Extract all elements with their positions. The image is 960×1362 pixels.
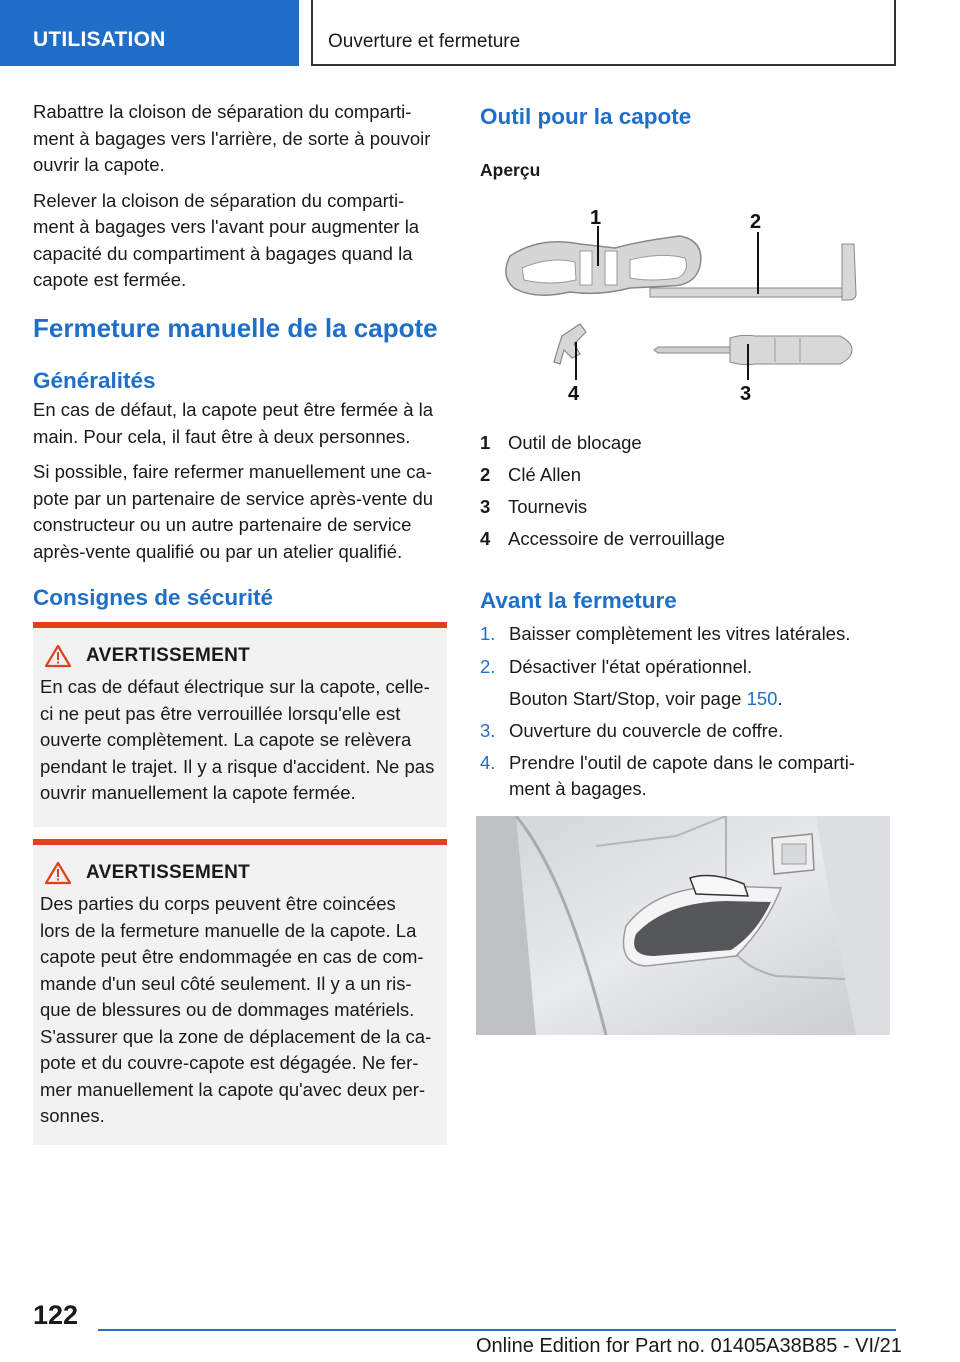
section-label: UTILISATION (33, 28, 166, 51)
legend-item (480, 464, 581, 486)
legend-text: Tournevis (508, 496, 588, 517)
legend-item (480, 496, 587, 518)
text-line: constructeur ou un autre partenaire de service (33, 514, 412, 535)
warning-box-pinching (33, 839, 447, 1145)
text-line: lors de la fermeture manuelle de la capote. La (40, 919, 417, 941)
legend-item (480, 528, 725, 550)
left-column (33, 99, 453, 303)
footer-rule (98, 1329, 896, 1331)
text-line: ment à bagages vers l'arrière, de sorte à pouvoir (33, 127, 431, 149)
tool-illustration (480, 196, 890, 410)
step-text: Baisser complètement les vitres latérales. (509, 623, 851, 644)
legend-text: Clé Allen (508, 464, 582, 485)
text-line: ouverte complètement. La capote se relèvera (40, 729, 412, 750)
text-line: Des parties du corps peuvent être coincées (40, 893, 396, 914)
safety-heading-wrap (33, 584, 273, 612)
step-number: 3. (480, 720, 496, 741)
text-line: En cas de défaut électrique sur la capote, celle- (40, 676, 430, 697)
warning-box-electrical (33, 622, 447, 827)
callout-label: 1 (590, 207, 602, 229)
legend-text: Accessoire de verrouillage (508, 528, 725, 549)
warning-text (40, 891, 439, 1130)
callout-label: 4 (568, 383, 580, 405)
paragraph-general (33, 397, 463, 450)
step-text: Prendre l'outil de capote dans le comparti- (509, 752, 855, 773)
text-line: mer manuellement la capote qu'avec deux per- (40, 1078, 426, 1100)
text-line: ouvrir manuellement la capote fermée. (40, 782, 356, 803)
text-line: ci ne peut pas être verrouillée lorsqu'elle est (40, 702, 401, 724)
step-text (509, 686, 783, 713)
section-tab[interactable] (0, 0, 299, 66)
warning-text (40, 674, 439, 807)
heading-tool: Outil pour la capote (480, 104, 692, 129)
warning-triangle-icon (44, 861, 72, 885)
text-line: pendant le trajet. Il y a risque d'accident. Ne pas (40, 755, 435, 777)
chapter-title: Ouverture et fermeture (328, 31, 521, 52)
heading-general: Généralités (33, 368, 156, 393)
text-line: main. Pour cela, il faut être à deux personnes. (33, 425, 411, 447)
page-number: 122 (33, 1300, 79, 1330)
warning-title: AVERTISSEMENT (86, 645, 251, 666)
step-text: ment à bagages. (509, 778, 647, 799)
paragraph-service (33, 459, 463, 565)
text-line: capacité du compartiment à bagages quand la (33, 242, 413, 264)
text-line: S'assurer que la zone de déplacement de la ca- (40, 1025, 432, 1047)
locking-accessory-icon (554, 324, 586, 364)
step-text: Ouverture du couvercle de coffre. (509, 720, 784, 741)
heading-safety: Consignes de sécurité (33, 585, 274, 610)
callout-label: 3 (740, 383, 752, 405)
step-number: 1. (480, 623, 496, 644)
general-section (33, 367, 463, 574)
trunk-compartment-photo (476, 816, 890, 1035)
page-link[interactable]: 150 (746, 688, 778, 709)
manual-close-section (33, 312, 463, 354)
header-border-right (894, 0, 896, 66)
heading-overview: Aperçu (480, 160, 541, 180)
text-line: ouvrir la capote. (33, 154, 165, 175)
warning-title: AVERTISSEMENT (86, 862, 251, 883)
text-line: capote peut être endommagée en cas de com- (40, 946, 424, 967)
text-line: ment à bagages vers l'avant pour augmenter la (33, 216, 420, 237)
warning-triangle-icon (44, 644, 72, 668)
legend-number: 3 (480, 496, 491, 517)
edition-note: Online Edition for Part no. 01405A38B85 - VI/21 (476, 1335, 902, 1357)
header-divider (311, 0, 313, 66)
paragraph-partition-back (33, 99, 453, 179)
screwdriver-icon (654, 335, 852, 364)
text-line: mande d'un seul côté seulement. Il y a un ris- (40, 972, 412, 994)
text-line: pote et du couvre-capote est dégagée. Ne fer- (40, 1052, 419, 1073)
text-line: Relever la cloison de séparation du comparti- (33, 189, 405, 211)
text-line: sonnes. (40, 1105, 105, 1126)
header-underline (311, 64, 896, 66)
step-text-suffix: . (777, 688, 783, 709)
legend-number: 4 (480, 528, 491, 549)
text-line: après-vente qualifié ou par un atelier qualifié. (33, 540, 403, 562)
legend-item (480, 432, 642, 454)
step-text: Désactiver l'état opérationnel. (509, 656, 753, 677)
text-line: que de blessures ou de dommages matériels. (40, 999, 415, 1020)
legend-number: 2 (480, 464, 491, 485)
legend-number: 1 (480, 432, 491, 453)
heading-before-closing: Avant la fermeture (480, 588, 677, 613)
tool-heading-wrap (480, 103, 691, 131)
step-number: 2. (480, 656, 496, 677)
before-heading-wrap (480, 587, 677, 615)
step-number: 4. (480, 752, 496, 773)
step-text-main: Bouton Start/Stop, voir page (509, 688, 747, 709)
text-line: En cas de défaut, la capote peut être fermée à la (33, 399, 434, 420)
text-line: pote par un partenaire de service après-vente du (33, 487, 434, 509)
text-line: capote est fermée. (33, 269, 187, 290)
text-line: Rabattre la cloison de séparation du comparti- (33, 101, 412, 122)
text-line: Si possible, faire refermer manuellement une ca- (33, 461, 432, 482)
locking-tool-icon (506, 236, 701, 295)
heading-manual-close: Fermeture manuelle de la capote (33, 313, 438, 343)
legend-text: Outil de blocage (508, 432, 642, 453)
overview-heading-wrap (480, 158, 540, 182)
paragraph-partition-front (33, 188, 453, 294)
callout-label: 2 (750, 211, 762, 233)
